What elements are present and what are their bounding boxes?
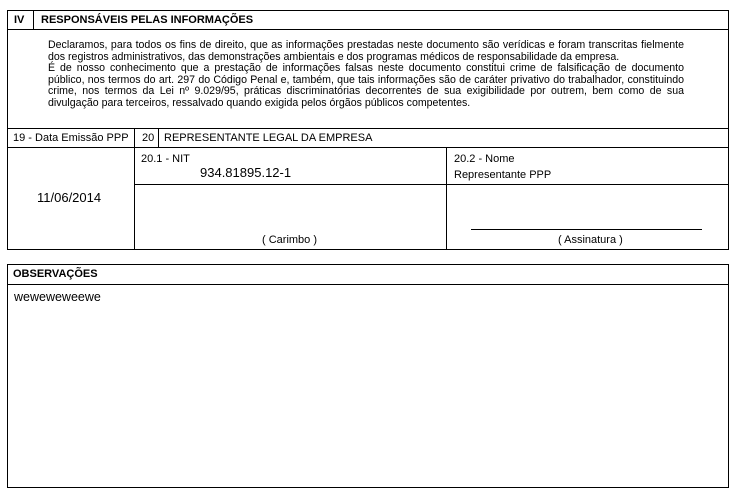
section-iv-title: RESPONSÁVEIS PELAS INFORMAÇÕES xyxy=(41,14,254,26)
declaration-paragraph-2: É de nosso conhecimento que a prestação de informações falsas neste documento constitui crime de falsificação de documento público, nos termos do art. 297 do Código Penal e, também, que tais informações são de caráter privativo do trabalhador, constituindo crime, nos termos da Lei nº 9.029/95, práticas discriminatórias decorrentes de sua exigibilidade por outrem, bem como de sua divulgação para terceiros, ressalvado quando exigida pelos órgãos públicos competentes. xyxy=(48,62,684,109)
field-19-divider xyxy=(134,128,135,250)
field-20-label: REPRESENTANTE LEGAL DA EMPRESA xyxy=(164,132,373,144)
name-value: Representante PPP xyxy=(454,169,552,181)
nit-row-divider xyxy=(134,184,729,185)
name-label: 20.2 - Nome xyxy=(454,153,515,165)
nit-name-divider xyxy=(446,147,447,250)
nit-value: 934.81895.12-1 xyxy=(200,165,292,180)
observacoes-text: weweweweewe xyxy=(14,290,101,304)
field-20-number-divider xyxy=(158,128,159,147)
observacoes-title: OBSERVAÇÕES xyxy=(13,268,98,280)
field-19-label: 19 - Data Emissão PPP xyxy=(13,132,129,144)
signature-line xyxy=(471,229,702,230)
declaration-text xyxy=(48,40,684,109)
field-20-number: 20 xyxy=(142,132,155,144)
observacoes-box xyxy=(7,264,729,488)
fields-label-divider xyxy=(7,147,729,148)
observacoes-header-divider xyxy=(7,284,729,285)
nit-label: 20.1 - NIT xyxy=(141,153,190,165)
section-iv-number-divider xyxy=(33,10,34,29)
declaration-paragraph-1: Declaramos, para todos os fins de direito, que as informações prestadas neste documento são verídicas e foram transcritas fielmente dos registros administrativos, das demonstrações ambientais e dos programas médicos de responsabilidade da empresa. xyxy=(48,39,684,63)
assinatura-label: ( Assinatura ) xyxy=(558,234,623,246)
carimbo-label: ( Carimbo ) xyxy=(262,234,318,246)
section-iv-header-divider xyxy=(7,29,729,30)
section-iv-number: IV xyxy=(14,14,25,26)
emission-date: 11/06/2014 xyxy=(37,190,102,205)
fields-top-divider xyxy=(7,128,729,129)
